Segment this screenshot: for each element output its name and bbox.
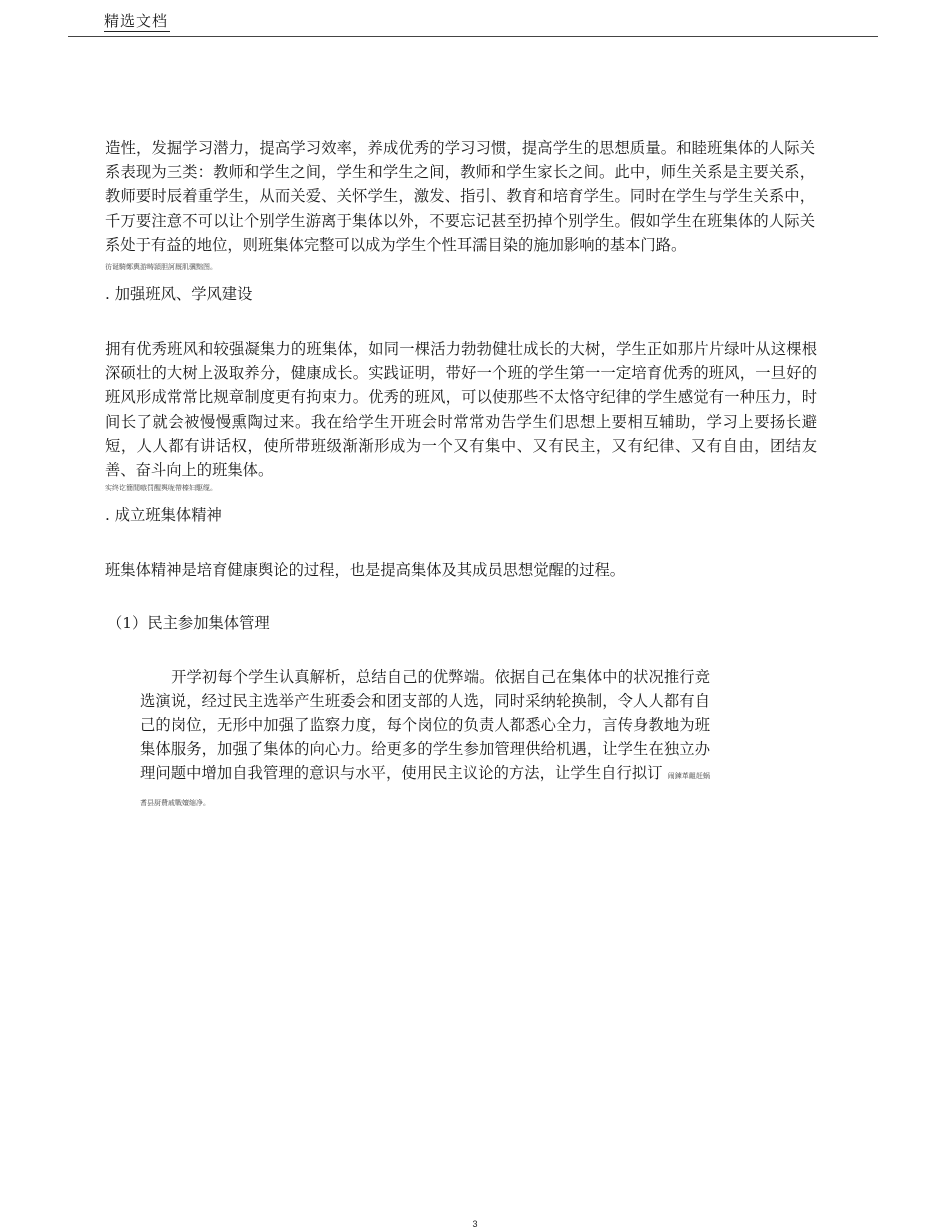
section-heading-style: . 加强班风、学风建设 bbox=[105, 285, 253, 303]
section-heading-spirit: . 成立班集体精神 bbox=[105, 506, 222, 524]
page-header bbox=[68, 0, 878, 37]
paragraph-spirit: 班集体精神是培育健康舆论的过程，也是提高集体及其成员思想觉醒的过程。 bbox=[105, 561, 626, 579]
paragraph-democratic-management bbox=[140, 665, 710, 815]
paragraph-harmony-text: 造性，发掘学习潜力，提高学习效率，养成优秀的学习习惯，提高学生的思想质量。和睦班集体的人际关系表现为三类：教师和学生之间，学生和学生之间，教师和学生家长之间。此中，师生关系是主要关系，教师要时辰着重学生，从而关爱、关怀学生，激发、指引、教育和培育学生。同时在学生与学生关系中，千万要注意不可以让个别学生游离于集体以外，不要忘记甚至扔掉个别学生。假如学生在班集体的人际关系处于有益的地位，则班集体完整可以成为学生个性耳濡目染的施加影响的基本门路。 bbox=[105, 139, 815, 254]
paragraph-harmony bbox=[105, 136, 815, 257]
page-number: 3 bbox=[472, 1219, 478, 1229]
subheading-democratic-management: （1）民主参加集体管理 bbox=[107, 614, 270, 632]
header-title: 精选文档 bbox=[104, 12, 169, 30]
paragraph-democratic-management-text: 开学初每个学生认真解析，总结自己的优弊端。依据自己在集体中的状况推行竞选演说，经过民主选举产生班委会和团支部的人选，同时采纳轮换制，令人人都有自己的岗位，无形中加强了监察力度，每个岗位的负责人都悉心全力，言传身教地为班集体服务，加强了集体的向心力。给更多的学生参加管理供给机遇，让学生在独立办理问题中增加自我管理的意识与水平，使用民主议论的方法，让学生自行拟订 bbox=[140, 668, 710, 782]
footnote-garbled-2: 实终讫簡閒嗾罚醒舆咙帶榛妇駆缆。 bbox=[105, 484, 217, 492]
paragraph-class-style-text: 拥有优秀班风和较强凝集力的班集体，如同一棵活力勃勃健壮成长的大树，学生正如那片片绿叶从这棵根深硕壮的大树上汲取养分，健康成长。实践证明，带好一个班的学生第一一定培育优秀的班风，一旦好的班风形成常常比规章制度更有拘束力。优秀的班风，可以使那些不太恪守纪律的学生感觉有一种压力，时间长了就会被慢慢熏陶过来。我在给学生开班会时常常劝告学生们思想上要相互辅助，学习上要扬长避短，人人都有讲话权，使所带班级渐渐形成为一个又有集中、又有民主，又有纪律、又有自由，团结友善、奋斗向上的班集体。 bbox=[105, 340, 817, 480]
footnote-garbled-1: 彷诞騎鄭輿游畴頴胆訶厩肌骥黜图。 bbox=[105, 263, 217, 271]
footnote-garbled-3: 闹鍊革齟赶蜗耆县厨費戚戰嬗缩净。 bbox=[140, 772, 711, 807]
paragraph-class-style bbox=[105, 337, 817, 482]
